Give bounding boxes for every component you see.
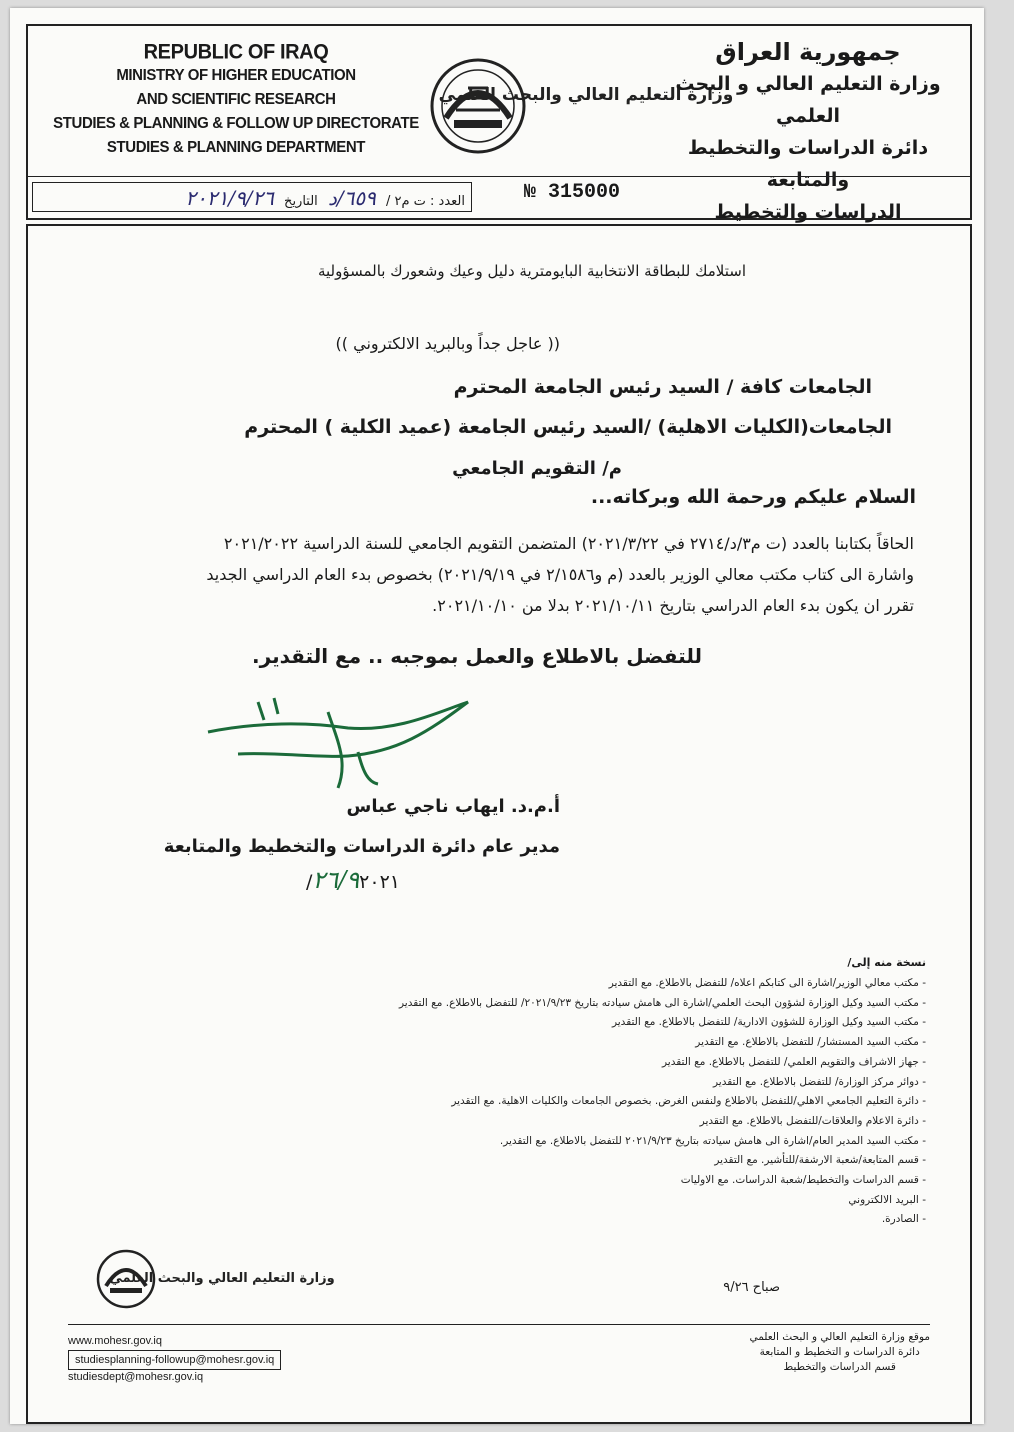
ministry-logo-icon	[426, 48, 734, 168]
ar-line-ministry: وزارة التعليم العالي و البحث العلمي	[675, 73, 941, 127]
letterhead	[26, 24, 972, 223]
addressee-1: الجامعات كافة / السيد رئيس الجامعة المحترم	[453, 376, 872, 398]
para-line-3: تقرر ان يكون بدء العام الدراسي بتاريخ ٢٠٢١/١٠/١١ بدلا من ٢٠٢١/١٠/١٠.	[432, 596, 914, 615]
para-line-1: الحاقاً بكتابنا بالعدد (ت م٣/د/٢٧١٤ في ٢٠٢١/٣/٢٢) المتضمن التقويم الجامعي للسنة الدراسية ٢٠٢١/٢٠٢٢	[223, 534, 914, 553]
en-line-department: STUDIES & PLANNING DEPARTMENT	[106, 138, 366, 157]
list-item: - دائرة التعليم الجامعي الاهلي/للتفضل بالاطلاع ولنفس الغرض. بخصوص الجامعات والكليات الاهلية. مع التقدير	[399, 1092, 926, 1112]
signature-date-year: ٢٠٢١/	[306, 871, 400, 893]
footer-email-2[interactable]: studiesdept@mohesr.gov.iq	[68, 1371, 204, 1383]
en-line-directorate: STUDIES & PLANNING & FOLLOW UP DIRECTORATE	[53, 114, 419, 133]
logo-text: وزارة التعليم العالي والبحث العلمي	[438, 85, 734, 105]
list-item: - مكتب معالي الوزير/اشارة الى كتابكم اعلاه/ للتفضل بالاطلاع. مع التقدير	[399, 974, 926, 994]
ar-line-country: جمهورية العراق	[715, 38, 901, 66]
para-line-2: واشارة الى كتاب مكتب معالي الوزير بالعدد (م و٢/١٥٨٦ في ٢٠٢١/٩/١٩) بخصوص بدء العام الدراسي الجديد	[206, 565, 914, 584]
footer-email-1[interactable]: studiesplanning-followup@mohesr.gov.iq	[68, 1350, 281, 1370]
signature-date-hand: ٢٦/٩	[312, 866, 360, 894]
list-item: - الصادرة.	[399, 1210, 926, 1230]
urgent-note: (( عاجل جداً وبالبريد الالكتروني ))	[335, 334, 560, 353]
letterhead-english	[36, 40, 436, 160]
footer-divider	[68, 1324, 930, 1325]
ref-label: العدد : ت م٢ /	[385, 194, 465, 209]
list-item: - مكتب السيد المدير العام/اشارة الى هامش سيادته بتاريخ ٢٠٢١/٩/٢٣ للتفضل بالاطلاع. مع التقدير.	[399, 1132, 926, 1152]
signature-icon	[198, 692, 488, 812]
ref-number: ٦٥٩/د	[327, 186, 376, 210]
closing-line: للتفضل بالاطلاع والعمل بموجبه .. مع التقدير.	[252, 644, 702, 668]
subject: م/ التقويم الجامعي	[452, 458, 622, 479]
list-item: - البريد الالكتروني	[399, 1191, 926, 1211]
document-page	[10, 8, 984, 1424]
list-item: - دوائر مركز الوزارة/ للتفضل بالاطلاع. مع التقدير	[399, 1073, 926, 1093]
en-line-ministry: MINISTRY OF HIGHER EDUCATION	[116, 66, 356, 85]
list-item: - جهاز الاشراف والتقويم العلمي/ للتفضل بالاطلاع. مع التقدير	[399, 1053, 926, 1073]
footer-arabic	[749, 1330, 930, 1375]
footer-ar-line-2: دائرة الدراسات و التخطيط و المتابعة	[759, 1346, 920, 1358]
typist-initials: صباح ٩/٢٦	[723, 1280, 780, 1295]
motto: استلامك للبطاقة الانتخابية البايومترية دليل وعيك وشعورك بالمسؤولية	[317, 262, 746, 280]
signer-name: أ.م.د. ايهاب ناجي عباس	[346, 796, 560, 817]
list-item: - مكتب السيد وكيل الوزارة لشؤون البحث العلمي/اشارة الى هامش سيادته بتاريخ ٢٠٢١/٩/٢٣/ للتفضل بالاطلاع. مع التقدير	[399, 994, 926, 1014]
ar-line-department: الدراسات والتخطيط	[714, 201, 902, 223]
footer-website[interactable]: www.mohesr.gov.iq	[68, 1335, 162, 1347]
footer-logo-text: وزارة التعليم العالي والبحث العلمي	[109, 1271, 335, 1286]
en-line-country: REPUBLIC OF IRAQ	[143, 40, 329, 64]
en-line-ministry-2: AND SCIENTIFIC RESEARCH	[136, 90, 336, 109]
list-item: - قسم المتابعة/شعبة الارشفة/للتأشير. مع التقدير	[399, 1151, 926, 1171]
serial-number: № 315000	[524, 181, 621, 204]
list-item: - مكتب السيد وكيل الوزارة للشؤون الادارية/ للتفضل بالاطلاع. مع التقدير	[399, 1013, 926, 1033]
reference-box	[32, 182, 472, 212]
signer-title: مدير عام دائرة الدراسات والتخطيط والمتابعة	[163, 836, 560, 857]
addressee-2: الجامعات(الكليات الاهلية) /السيد رئيس الجامعة (عميد الكلية ) المحترم	[244, 416, 892, 438]
copies-list	[399, 974, 926, 1230]
ref-date: ٢٠٢١/٩/٢٦	[185, 186, 274, 210]
list-item: - دائرة الاعلام والعلاقات/للتفضل بالاطلاع. مع التقدير	[399, 1112, 926, 1132]
letter-body	[26, 224, 972, 1424]
greeting: السلام عليكم ورحمة الله وبركاته...	[590, 486, 916, 508]
footer-ar-line-1: موقع وزارة التعليم العالي و البحث العلمي	[749, 1331, 930, 1343]
list-item: - قسم الدراسات والتخطيط/شعبة الدراسات. مع الاوليات	[399, 1171, 926, 1191]
footer-contacts	[68, 1332, 281, 1386]
reference-strip	[28, 176, 970, 219]
ar-line-directorate: دائرة الدراسات والتخطيط والمتابعة	[687, 137, 929, 191]
copies-title: نسخة منه إلى/	[847, 956, 926, 969]
footer-logo-icon	[94, 1244, 335, 1314]
list-item: - مكتب السيد المستشار/ للتفضل بالاطلاع. مع التقدير	[399, 1033, 926, 1053]
footer-ar-line-3: قسم الدراسات والتخطيط	[783, 1361, 896, 1373]
signature-date	[306, 866, 400, 894]
date-label: التاريخ	[284, 194, 318, 209]
body-paragraph	[114, 528, 914, 621]
